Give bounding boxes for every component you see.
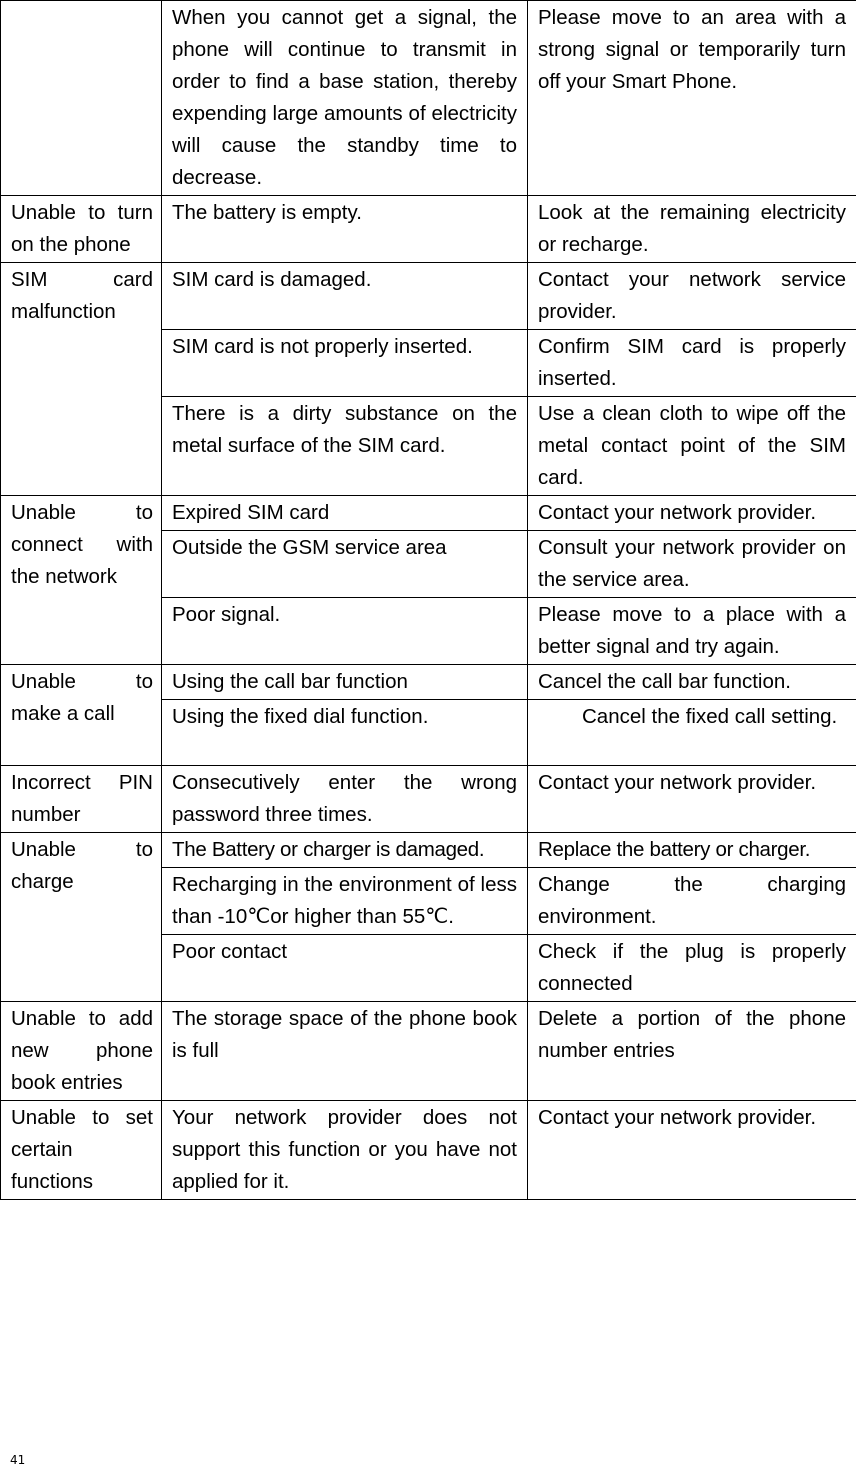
table-row [1,1,856,196]
cause-cell: Expired SIM card [162,496,528,531]
cause-cell: The storage space of the phone book is full [162,1002,528,1101]
cause-cell: There is a dirty substance on the metal surface of the SIM card. [162,397,528,496]
cause-cell: SIM card is damaged. [162,263,528,330]
cause-cell: Your network provider does not support this function or you have not applied for it. [162,1101,528,1200]
problem-cell: Incorrect PIN number [1,766,162,833]
solution-cell: Contact your network provider. [528,1101,856,1200]
cause-cell: Recharging in the environment of less than -10℃or higher than 55℃. [162,868,528,935]
cause-cell: When you cannot get a signal, the phone will continue to transmit in order to find a base station, thereby expending large amounts of electricity will cause the standby time to decrease. [162,1,528,196]
problem-cell: Unable to connect with the network [1,496,162,665]
solution-cell: Consult your network provider on the service area. [528,531,856,598]
table-row [1,196,856,263]
problem-cell: Unable to add new phone book entries [1,1002,162,1101]
problem-cell [1,1,162,196]
cause-cell: Outside the GSM service area [162,531,528,598]
cause-cell: The Battery or charger is damaged. [162,833,528,868]
solution-cell: Contact your network provider. [528,766,856,833]
page-number: 41 [10,1453,26,1467]
solution-cell: Use a clean cloth to wipe off the metal contact point of the SIM card. [528,397,856,496]
solution-cell: Please move to an area with a strong signal or temporarily turn off your Smart Phone. [528,1,856,196]
solution-cell: Replace the battery or charger. [528,833,856,868]
table-row [1,1002,856,1101]
solution-cell: Cancel the fixed call setting. [528,700,856,766]
solution-cell: Contact your network provider. [528,496,856,531]
solution-cell: Please move to a place with a better signal and try again. [528,598,856,665]
table-row [1,263,856,330]
solution-cell: Confirm SIM card is properly inserted. [528,330,856,397]
problem-cell: Unable to turn on the phone [1,196,162,263]
cause-cell: Consecutively enter the wrong password three times. [162,766,528,833]
solution-cell: Check if the plug is properly connected [528,935,856,1002]
solution-cell: Contact your network service provider. [528,263,856,330]
cause-cell: Using the fixed dial function. [162,700,528,766]
cause-cell: Using the call bar function [162,665,528,700]
table-row [1,766,856,833]
cause-cell: SIM card is not properly inserted. [162,330,528,397]
cause-cell: Poor contact [162,935,528,1002]
cause-cell: Poor signal. [162,598,528,665]
table-row [1,1101,856,1200]
table-row [1,665,856,700]
problem-cell: Unable to make a call [1,665,162,766]
problem-cell: Unable to charge [1,833,162,1002]
problem-cell: Unable to set certain functions [1,1101,162,1200]
solution-cell: Cancel the call bar function. [528,665,856,700]
table-row [1,496,856,531]
cause-cell: The battery is empty. [162,196,528,263]
solution-cell: Look at the remaining electricity or recharge. [528,196,856,263]
problem-cell: SIM card malfunction [1,263,162,496]
solution-cell: Change the charging environment. [528,868,856,935]
solution-cell: Delete a portion of the phone number entries [528,1002,856,1101]
table-row [1,833,856,868]
